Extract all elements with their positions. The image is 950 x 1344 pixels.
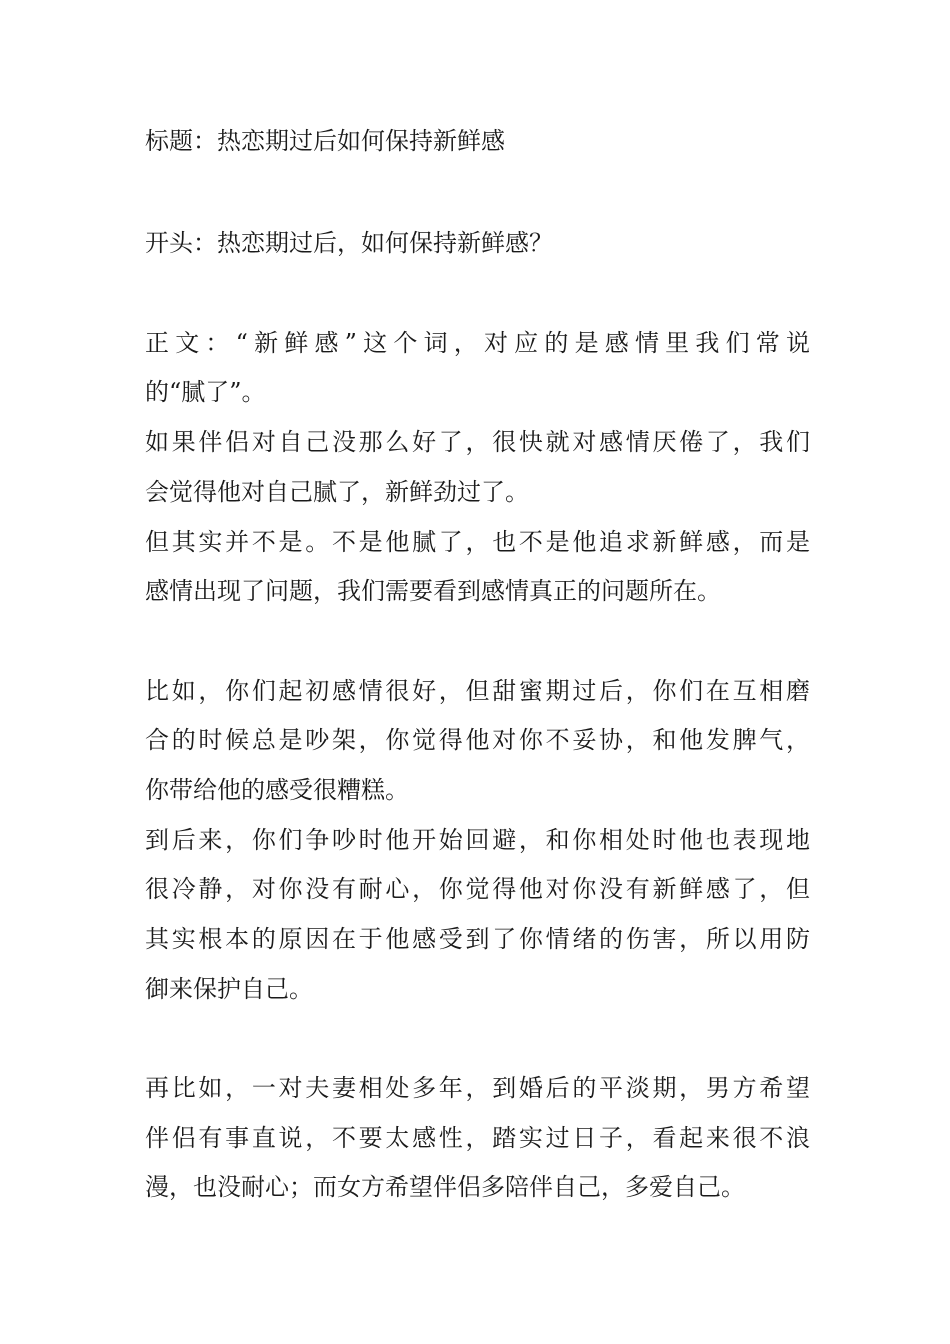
body-line: 其实根本的原因在于他感受到了你情绪的伤害，所以用防 xyxy=(145,925,810,953)
opening-line: 开头：热恋期过后，如何保持新鲜感？ xyxy=(145,229,553,257)
body-line: 御来保护自己。 xyxy=(145,975,313,1003)
body-line: 漫，也没耐心；而女方希望伴侣多陪伴自己，多爱自己。 xyxy=(145,1173,745,1201)
body-line: 很冷静，对你没有耐心，你觉得他对你没有新鲜感了，但 xyxy=(145,875,810,903)
body-line: 正文：“新鲜感”这个词，对应的是感情里我们常说 xyxy=(145,329,810,357)
body-line: 感情出现了问题，我们需要看到感情真正的问题所在。 xyxy=(145,577,721,605)
body-line: 会觉得他对自己腻了，新鲜劲过了。 xyxy=(145,478,529,506)
body-line: 合的时候总是吵架，你觉得他对你不妥协，和他发脾气， xyxy=(145,726,810,754)
body-line: 如果伴侣对自己没那么好了，很快就对感情厌倦了，我们 xyxy=(145,428,810,456)
body-line: 伴侣有事直说，不要太感性，踏实过日子，看起来很不浪 xyxy=(145,1124,810,1152)
body-line: 的“腻了”。 xyxy=(145,378,266,406)
body-line: 到后来，你们争吵时他开始回避，和你相处时他也表现地 xyxy=(145,826,810,854)
body-line: 比如，你们起初感情很好，但甜蜜期过后，你们在互相磨 xyxy=(145,677,810,705)
body-line: 你带给他的感受很糟糕。 xyxy=(145,776,409,804)
title-line: 标题：热恋期过后如何保持新鲜感 xyxy=(145,127,505,155)
body-line: 但其实并不是。不是他腻了，也不是他追求新鲜感，而是 xyxy=(145,528,810,556)
body-line: 再比如，一对夫妻相处多年，到婚后的平淡期，男方希望 xyxy=(145,1074,810,1102)
